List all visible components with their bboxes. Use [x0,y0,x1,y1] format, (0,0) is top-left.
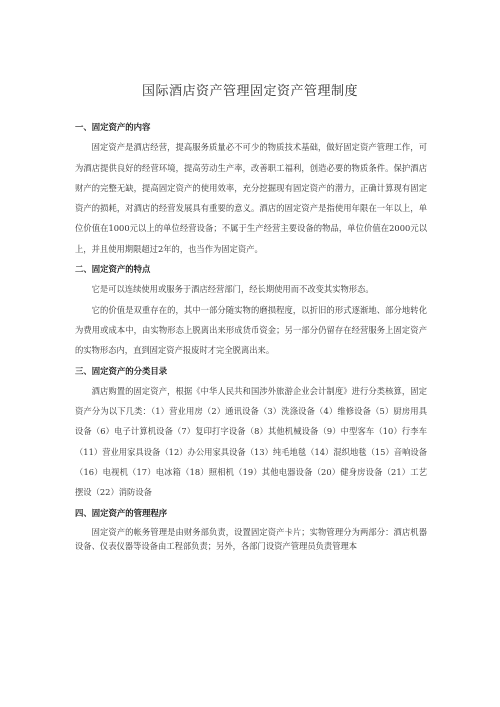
section-paragraph: 它的价值是双重存在的，其中一部分随实物的磨损程度，以折旧的形式逐渐地、部分地转化为费用或成本中，由实物形态上脱离出来形成货币资金；另一部分仍留存在经营服务上固定资产的实物形态内，直到固定资产报废时才完全脱离出来。 [75,304,427,356]
document-title: 国际酒店资产管理固定资产管理制度 [141,84,358,99]
document-body [75,117,427,554]
section-heading: 三、固定资产的分类目录 [75,365,168,376]
section-paragraph: 它是可以连续使用或服务于酒店经营部门，经长期使用而不改变其实物形态。 [91,284,374,295]
section-paragraph: 固定资产的帐务管理是由财务部负责，设置固定资产卡片；实物管理分为两部分：酒店机器设备、仪表仪器等设备由工程部负责；另外，各部门设资产管理员负责管理本 [75,526,427,552]
section-heading: 一、固定资产的内容 [75,122,151,132]
section-2 [75,259,427,360]
section-paragraph: 固定资产是酒店经营，提高服务质量必不可少的物质技术基础，做好固定资产管理工作，可为酒店提供良好的经营环境，提高劳动生产率，改善职工福利，创造必要的物质条件。保护酒店财产的完整无缺，提高固定资产的使用效率，充分挖掘现有固定资产的潜力，正确计算现有固定资产的损耗，对酒店的经营发展具有重要的意义。酒店的固定资产是指使用年限在一年以上，单位价值在1000元以上的单位经营设备；不属于生产经营主要设备的物品，单位价值在2000元以上，并且使用期限超过2年的，也当作为固定资产。 [75,142,427,254]
section-1 [75,117,427,259]
section-paragraph: 酒店购置的固定资产，根据《中华人民共和国涉外旅游企业会计制度》进行分类核算，固定资产分为以下几类：（1）营业用房（2）通讯设备（3）洗涤设备（4）维修设备（5）厨房用具设备（6）电子计算机设备（7）复印打字设备（8）其他机械设备（9）中型客车（10）行李车（11）营业用家具设备（12）办公用家具设备（13）纯毛地毯（14）混织地毯（15）音响设备（16）电视机（17）电冰箱（18）照相机（19）其他电器设备（20）健身房设备（21）工艺摆设（22）消防设备 [75,385,427,498]
section-heading: 四、固定资产的管理程序 [75,507,168,518]
section-heading: 二、固定资产的特点 [75,264,151,275]
section-3 [75,361,427,503]
section-4 [75,503,427,554]
